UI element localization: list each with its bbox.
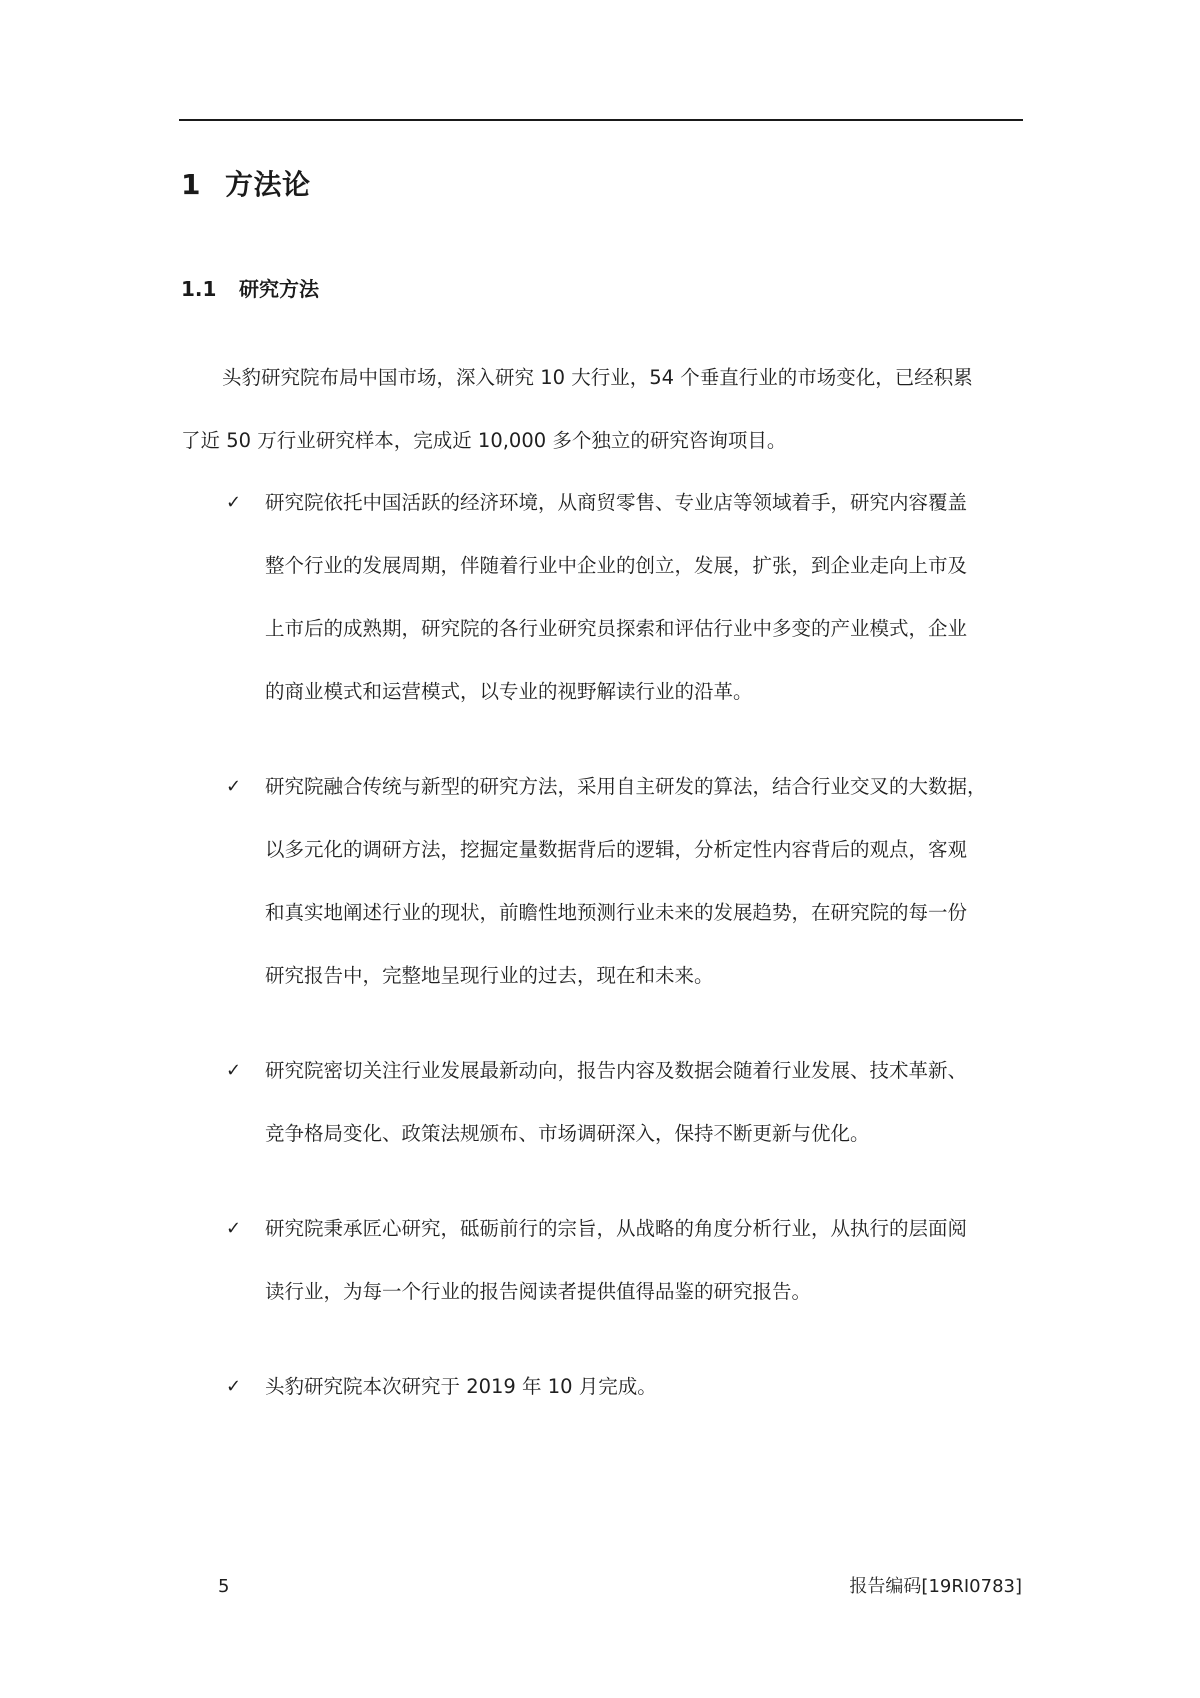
report-code: 报告编码[19RI0783] bbox=[849, 1576, 1022, 1597]
header-rule bbox=[179, 119, 1023, 121]
bullet-line: 研究院融合传统与新型的研究方法，采用自主研发的算法，结合行业交叉的大数据， bbox=[265, 775, 987, 798]
bullet-line: 头豹研究院本次研究于 2019 年 10 月完成。 bbox=[265, 1375, 657, 1398]
bullet-line: 和真实地阐述行业的现状，前瞻性地预测行业未来的发展趋势，在研究院的每一份 bbox=[265, 901, 968, 924]
bullet-line: 的商业模式和运营模式，以专业的视野解读行业的沿革。 bbox=[265, 680, 753, 703]
page-number: 5 bbox=[218, 1576, 230, 1597]
bullet-line: 读行业，为每一个行业的报告阅读者提供值得品鉴的研究报告。 bbox=[265, 1280, 812, 1303]
checkmark-icon: ✓ bbox=[226, 1218, 242, 1239]
bullet-line: 研究院秉承匠心研究，砥砺前行的宗旨，从战略的角度分析行业，从执行的层面阅 bbox=[265, 1217, 968, 1240]
checkmark-icon: ✓ bbox=[226, 492, 242, 513]
checkmark-icon: ✓ bbox=[226, 776, 242, 797]
subsection-number: 1.1 bbox=[181, 277, 217, 301]
subsection-heading bbox=[181, 275, 319, 303]
bullet-line: 研究院依托中国活跃的经济环境，从商贸零售、专业店等领域着手，研究内容覆盖 bbox=[265, 491, 968, 514]
intro-line: 了近 50 万行业研究样本，完成近 10,000 多个独立的研究咨询项目。 bbox=[181, 429, 787, 452]
subsection-title: 研究方法 bbox=[239, 277, 319, 301]
bullet-line: 上市后的成熟期，研究院的各行业研究员探索和评估行业中多变的产业模式，企业 bbox=[265, 617, 968, 640]
bullet-line: 竞争格局变化、政策法规颁布、市场调研深入，保持不断更新与优化。 bbox=[265, 1122, 870, 1145]
bullet-line: 研究院密切关注行业发展最新动向，报告内容及数据会随着行业发展、技术革新、 bbox=[265, 1059, 968, 1082]
checkmark-icon: ✓ bbox=[226, 1060, 242, 1081]
checkmark-icon: ✓ bbox=[226, 1376, 242, 1397]
bullet-line: 研究报告中，完整地呈现行业的过去，现在和未来。 bbox=[265, 964, 714, 987]
section-heading bbox=[181, 165, 311, 205]
section-number: 1 bbox=[181, 168, 201, 201]
intro-line: 头豹研究院布局中国市场，深入研究 10 大行业，54 个垂直行业的市场变化，已经积累 bbox=[222, 366, 973, 389]
section-title: 方法论 bbox=[225, 168, 311, 201]
bullet-line: 整个行业的发展周期，伴随着行业中企业的创立，发展，扩张，到企业走向上市及 bbox=[265, 554, 968, 577]
bullet-line: 以多元化的调研方法，挖掘定量数据背后的逻辑，分析定性内容背后的观点，客观 bbox=[265, 838, 968, 861]
